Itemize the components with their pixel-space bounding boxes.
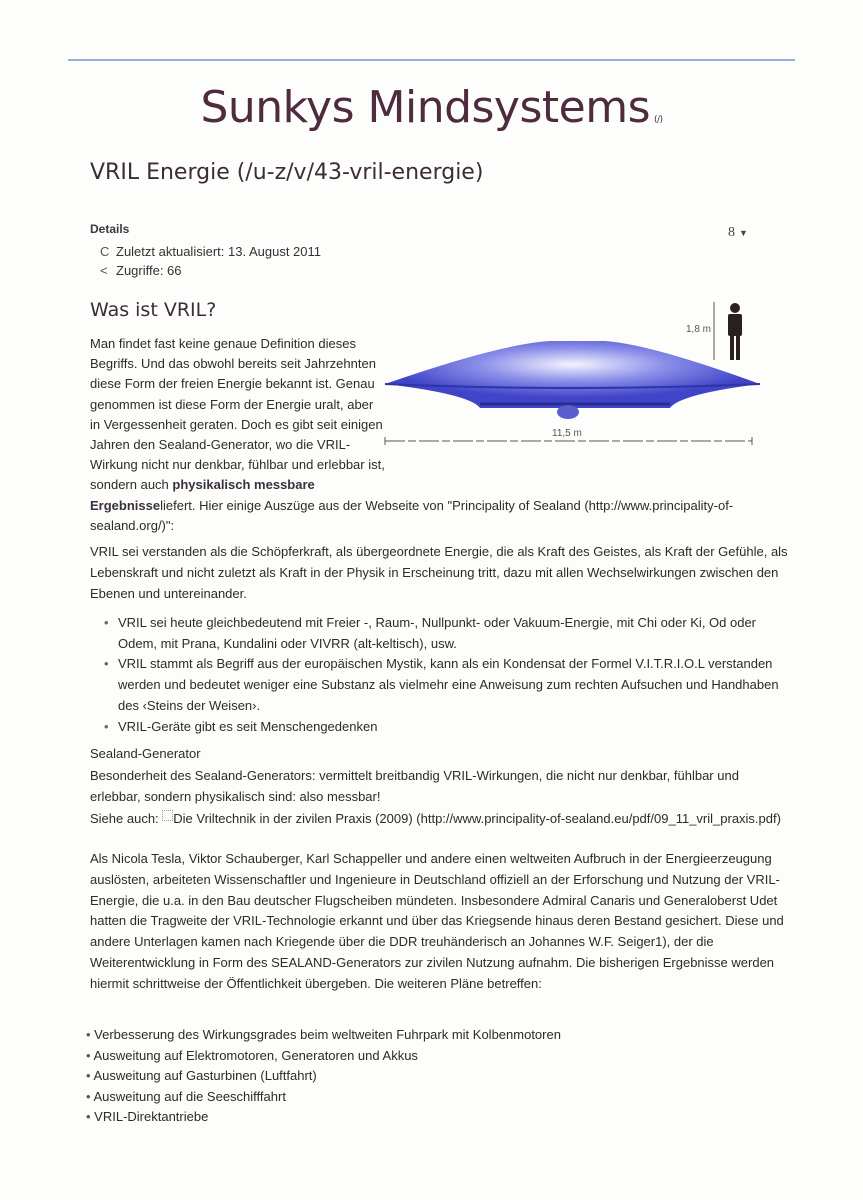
see-also: [90, 808, 790, 830]
details-label: Details: [90, 222, 130, 236]
intro-text: Man findet fast keine genaue Definition dieses Begriffs. Und das obwohl bereits seit Jahrzehnten diese Form der freien Energie bekannt ist. Genau genommen ist diese Form der Energie uralt, aber in Vergessenheit geraten. Doch es gibt seit einigen Jahren den Sealand-Generator, wo die VRIL-Wirkung nicht nur denkbar, fühlbar und erlebbar ist, sondern auch: [90, 336, 385, 493]
width-label: 11,5 m: [552, 428, 582, 439]
list-item: • Ausweitung auf die Seeschifffahrt: [86, 1087, 561, 1108]
pdf-icon: [162, 810, 173, 821]
hits-text: Zugriffe: 66: [116, 263, 182, 278]
share-label: 8: [728, 225, 735, 240]
header-divider: [68, 59, 795, 61]
site-title: Sunkys Mindsystems: [200, 82, 650, 133]
list-item: • VRIL stammt als Begriff aus der europäischen Mystik, kann als ein Kondensat der Formel V.I.T.R.I.O.L verstanden werden und bedeutet weniger eine Substanz als vielmehr eine Anweisung zum rechten Aufsuchen und Handhaben des ‹Steins der Weisen›.: [104, 654, 784, 716]
vril-bullet-list: [104, 613, 784, 737]
intro-after: liefert. Hier einige Auszüge aus der Webseite von "Principality of Sealand (http://www.principality-of-sealand.org/)":: [90, 497, 734, 533]
site-home-link[interactable]: (/): [654, 115, 663, 125]
list-item: • Verbesserung des Wirkungsgrades beim weltweiten Fuhrpark mit Kolbenmotoren: [86, 1025, 561, 1046]
history-paragraph: Als Nicola Tesla, Viktor Schauberger, Karl Schappeller und andere einen weltweiten Aufbruch in der Energieerzeugung auslösten, arbeiteten Wissenschaftler und Ingenieure in Deutschland offiziell an der Erforschung und Nutzung der VRIL-Energie, die u.a. in den Bau deutscher Flugscheiben mündeten. Insbesondere Admiral Canaris und Generaloberst Udet hatten die Tragweite der VRIL-Technologie erkannt und über das Kriegsende hinaus deren Bestand gesichert. Diese und andere Unterlagen kamen nach Kriegende über die DDR treuhänderisch an Johannes W.F. Seiger1), der die Weiterentwicklung in Form des SEALAND-Generators zur zivilen Nutzung aufnahm. Die bisherigen Ergebnisse werden hiermit schrittweise der Öffentlichkeit übergeben. Die weiteren Pläne betreffen:: [90, 851, 784, 991]
intro-paragraph: [90, 334, 790, 536]
sealand-section: [90, 743, 790, 829]
list-item: • VRIL sei heute gleichbedeutend mit Freier -, Raum-, Nullpunkt- oder Vakuum-Energie, mit Chi oder Ki, Od oder Odem, mit Prana, Kundalini oder VIVRR (alt-keltisch), usw.: [104, 613, 784, 654]
sealand-heading: Sealand-Generator: [90, 746, 201, 761]
section-heading: Was ist VRIL?: [90, 299, 217, 321]
share-menu-button[interactable]: [728, 225, 748, 241]
article-title[interactable]: VRIL Energie (/u-z/v/43-vril-energie): [90, 160, 484, 185]
sealand-text: Besonderheit des Sealand-Generators: vermittelt breitbandig VRIL-Wirkungen, die nicht nur denkbar, fühlbar und erlebbar, sondern physikalisch sind: also messbar!: [90, 767, 739, 804]
calendar-icon: C: [100, 244, 110, 259]
chevron-down-icon: ▼: [739, 228, 748, 238]
list-item: • VRIL-Direktantriebe: [86, 1107, 561, 1128]
definition-paragraph: VRIL sei verstanden als die Schöpferkraft, als übergeordnete Energie, die als Kraft des Geistes, als Kraft der Gefühle, als Lebenskraft und nicht zuletzt als Kraft in der Physik in Erscheinung tritt, dazu mit allen Wechselwirkungen zwischen den Ebenen und untereinander.: [90, 544, 788, 601]
updated-info: [100, 244, 321, 259]
height-label: 1,8 m: [686, 324, 712, 335]
see-also-label: Siehe auch:: [90, 810, 163, 826]
pdf-link[interactable]: Die Vriltechnik in der zivilen Praxis (2009) (http://www.principality-of-sealand.eu/pdf/09_11_vril_praxis.pdf): [173, 810, 781, 826]
list-item: • Ausweitung auf Gasturbinen (Luftfahrt): [86, 1066, 561, 1087]
plans-list: [86, 1025, 561, 1128]
list-item: • VRIL-Geräte gibt es seit Menschengedenken: [104, 717, 784, 738]
hits-info: [100, 263, 182, 278]
updated-text: Zuletzt aktualisiert: 13. August 2011: [116, 244, 321, 259]
list-item: • Ausweitung auf Elektromotoren, Generatoren und Akkus: [86, 1046, 561, 1067]
intro-bold: physikalisch messbare Ergebnisse: [90, 477, 315, 513]
eye-icon: <: [100, 263, 108, 278]
site-title-link[interactable]: [0, 82, 863, 133]
